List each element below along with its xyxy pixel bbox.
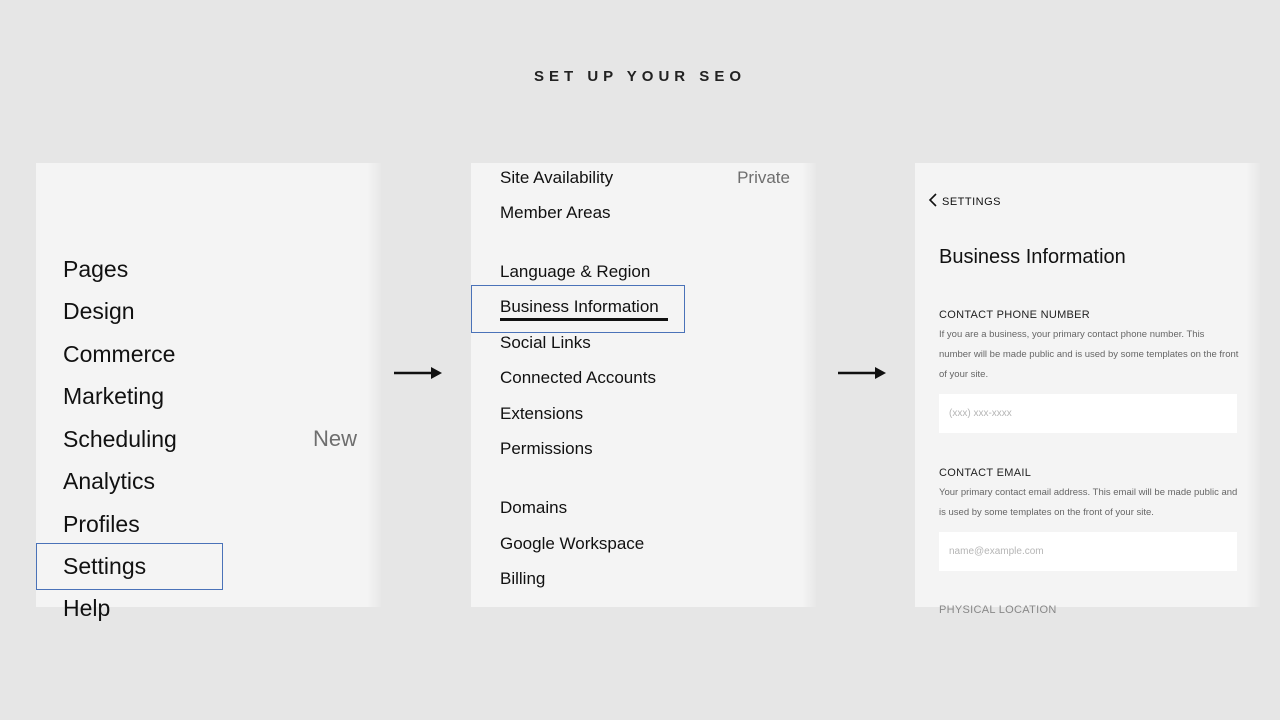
arrow-right-icon (837, 365, 887, 381)
arrow-right-icon (393, 365, 443, 381)
settings-item-billing[interactable]: Billing (500, 569, 546, 588)
site-availability-status: Private (737, 168, 790, 187)
settings-item-permissions[interactable]: Permissions (500, 439, 593, 458)
form-title: Business Information (939, 246, 1126, 268)
settings-item-business-information[interactable]: Business Information (500, 297, 659, 316)
business-information-highlight-box (471, 285, 685, 333)
phone-help-text: If you are a business, your primary contact phone number. This number will be made public and is used by some templates on the front of your site. (939, 329, 1239, 380)
physical-location-label: PHYSICAL LOCATION (939, 604, 1057, 616)
page-heading: SET UP YOUR SEO (534, 68, 746, 85)
menu-item-marketing[interactable]: Marketing (63, 383, 164, 409)
settings-item-social-links[interactable]: Social Links (500, 333, 591, 352)
menu-item-profiles[interactable]: Profiles (63, 511, 140, 537)
email-input[interactable] (939, 532, 1237, 571)
menu-item-settings[interactable]: Settings (63, 553, 147, 579)
menu-item-pages[interactable]: Pages (63, 256, 129, 282)
back-link-label: SETTINGS (942, 195, 1002, 208)
email-label: CONTACT EMAIL (939, 467, 1032, 479)
email-help-text: Your primary contact email address. This email will be made public and is used by some templates on the front of your site. (939, 487, 1238, 518)
new-badge: New (312, 426, 357, 451)
settings-item-member-areas[interactable]: Member Areas (500, 203, 611, 222)
chevron-left-icon (929, 193, 937, 210)
settings-item-site-availability[interactable]: Site Availability (500, 168, 614, 187)
menu-item-help[interactable]: Help (63, 595, 111, 621)
settings-item-google-workspace[interactable]: Google Workspace (500, 534, 645, 553)
menu-item-design[interactable]: Design (63, 298, 135, 324)
phone-input[interactable] (939, 394, 1237, 433)
settings-highlight-box (36, 543, 223, 590)
main-menu-panel (36, 163, 381, 621)
settings-item-language-region[interactable]: Language & Region (500, 262, 651, 281)
settings-item-connected-accounts[interactable]: Connected Accounts (500, 368, 656, 387)
settings-item-domains[interactable]: Domains (500, 498, 568, 517)
menu-item-scheduling[interactable]: Scheduling (63, 426, 177, 452)
settings-menu-panel (471, 163, 816, 607)
menu-item-analytics[interactable]: Analytics (63, 468, 156, 494)
business-information-panel (915, 163, 1260, 616)
back-to-settings-link[interactable] (929, 193, 1001, 210)
settings-item-extensions[interactable]: Extensions (500, 404, 584, 423)
phone-label: CONTACT PHONE NUMBER (939, 309, 1091, 321)
menu-item-commerce[interactable]: Commerce (63, 341, 176, 367)
